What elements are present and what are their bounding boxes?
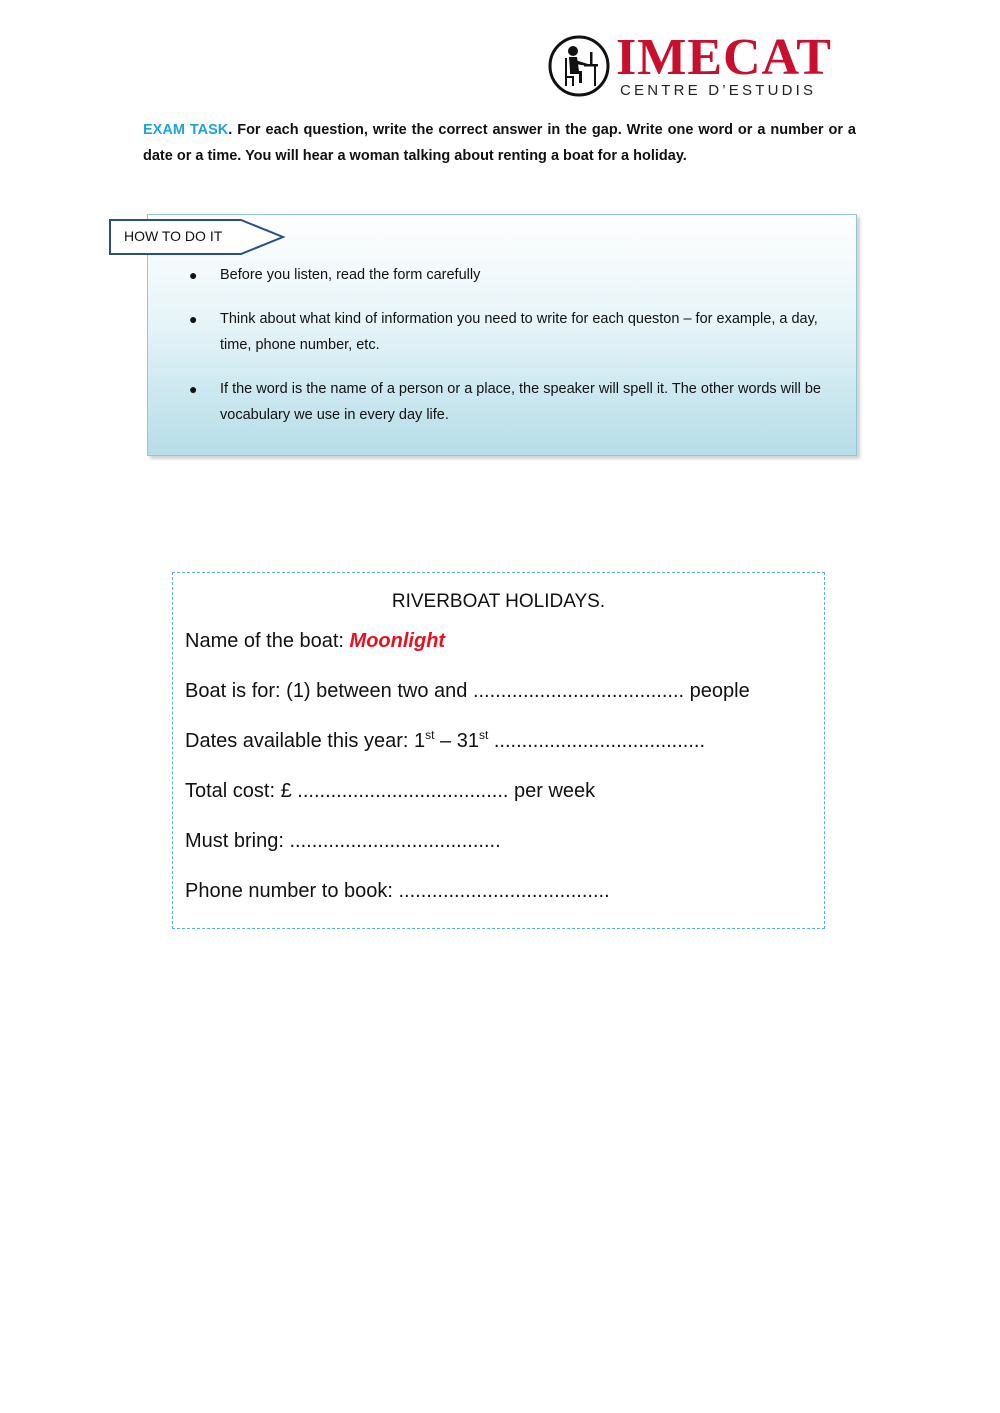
how-to-item-text: Before you listen, read the form carefully — [220, 267, 481, 283]
dates-suffix-end: st — [478, 728, 489, 742]
boat-capacity-label: Boat is for: (1) between two and — [185, 680, 473, 702]
bullet-icon: ● — [189, 381, 198, 397]
person-at-desk-icon — [548, 34, 612, 98]
bullet-icon: ● — [189, 267, 198, 283]
boat-name-line — [185, 630, 445, 653]
cost-blank[interactable]: ...................................... — [297, 780, 509, 802]
exam-task-instructions — [143, 117, 856, 169]
dates-blank[interactable]: ...................................... — [488, 730, 706, 752]
list-item — [186, 262, 836, 288]
boat-name-label: Name of the boat: — [185, 630, 350, 652]
dates-label: Dates available this year: — [185, 730, 415, 752]
logo-subtitle: CENTRE D’ESTUDIS — [620, 82, 817, 99]
logo-wordmark: IMECAT — [616, 29, 832, 86]
must-bring-label: Must bring: — [185, 830, 290, 852]
boat-capacity-line — [185, 680, 750, 703]
must-bring-line — [185, 830, 501, 853]
list-item — [186, 306, 836, 358]
dates-line — [185, 730, 705, 753]
cost-suffix: per week — [508, 780, 596, 802]
boat-capacity-blank[interactable]: ...................................... — [472, 680, 685, 702]
phone-blank[interactable]: ...................................... — [398, 880, 610, 902]
boat-name-answer: Moonlight — [349, 630, 446, 652]
list-item — [186, 376, 836, 428]
phone-line — [185, 880, 610, 903]
must-bring-blank[interactable]: ...................................... — [289, 830, 501, 852]
how-to-item-text: If the word is the name of a person or a place, the speaker will spell it. The other words will be vocabulary we use in every day life. — [220, 381, 821, 423]
cost-line — [185, 780, 595, 803]
riverboat-form — [172, 572, 825, 929]
cost-label: Total cost: £ — [185, 780, 298, 802]
exam-task-text: . For each question, write the correct answer in the gap. Write one word or a number or a date or a time. You will hear a woman talking about renting a boat for a holiday. — [143, 122, 856, 164]
phone-label: Phone number to book: — [185, 880, 399, 902]
imecat-logo — [548, 29, 860, 104]
dates-suffix-start: st — [425, 728, 435, 742]
boat-capacity-suffix: people — [684, 680, 750, 702]
dates-separator: – 31 — [434, 730, 479, 752]
dates-day-start: 1 — [414, 730, 426, 752]
exam-task-label: EXAM TASK — [143, 122, 229, 138]
form-title: RIVERBOAT HOLIDAYS. — [391, 591, 606, 612]
bullet-icon: ● — [189, 311, 198, 327]
how-to-do-it-title: HOW TO DO IT — [124, 228, 223, 244]
how-to-item-text: Think about what kind of information you need to write for each queston – for example, a day, time, phone number, etc. — [220, 311, 818, 353]
how-to-do-it-list — [186, 262, 836, 446]
